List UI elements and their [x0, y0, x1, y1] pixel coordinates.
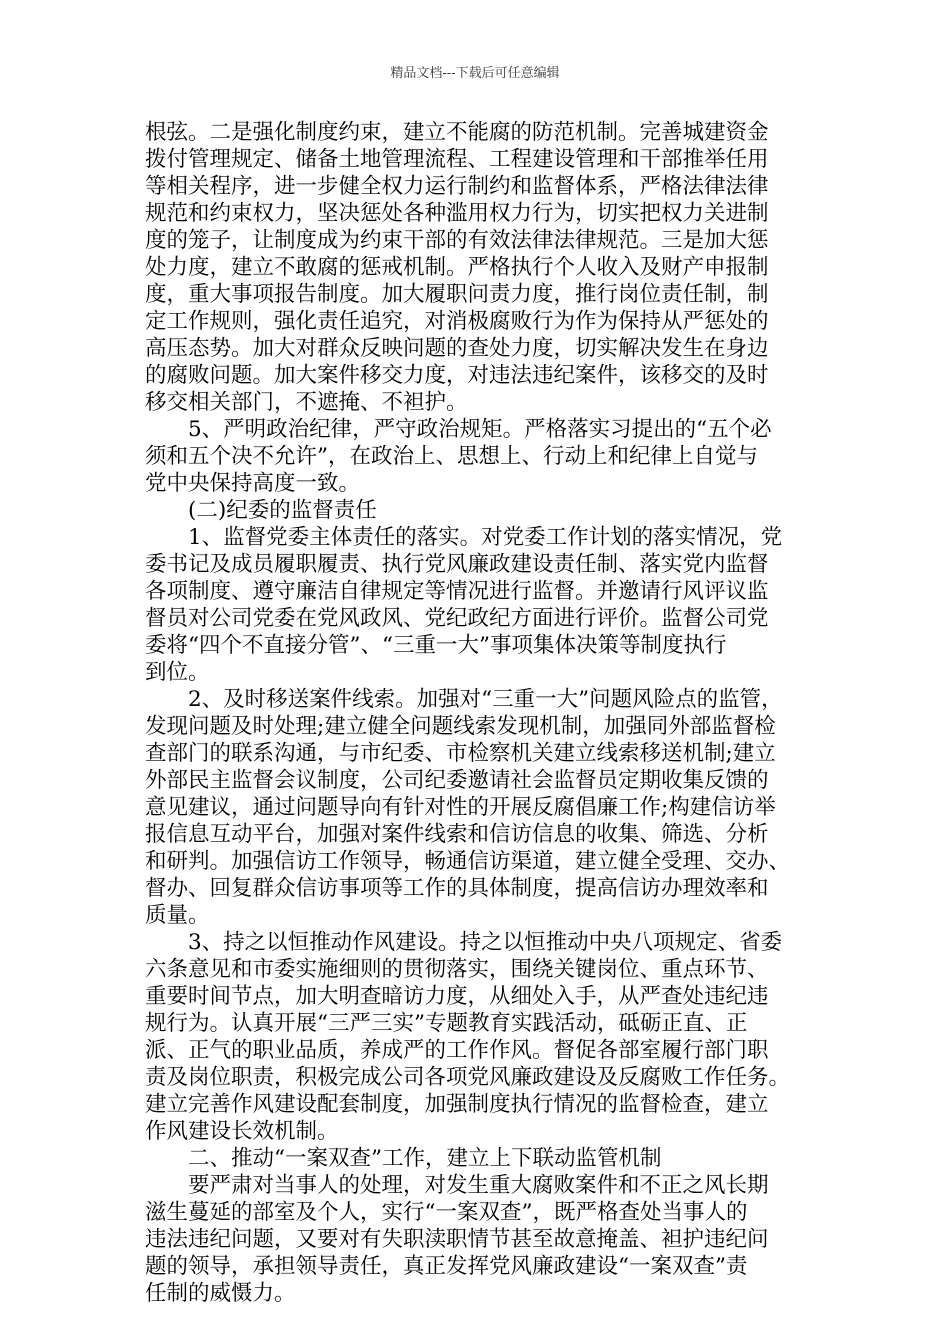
text-line: 滋生蔓延的部室及个人，实行“一案双查”，既严格查处当事人的	[145, 1200, 748, 1225]
text-line: 任制的威慑力。	[145, 1281, 296, 1306]
text-line: 度，重大事项报告制度。加大履职问责力度，推行岗位责任制，制	[145, 282, 769, 307]
text-line: 发现问题及时处理;建立健全问题线索发现机制，加强同外部监督检	[145, 714, 776, 739]
text-line: (二)纪委的监督责任	[145, 498, 377, 523]
text-line: 题的领导，承担领导责任，真正发挥党风廉政建设“一案双查”责	[145, 1254, 748, 1279]
text-line: 的腐败问题。加大案件移交力度，对违法违纪案件，该移交的及时	[145, 363, 769, 388]
text-line: 定工作规则，强化责任追究，对消极腐败行为作为保持从严惩处的	[145, 309, 769, 334]
text-line: 处力度，建立不敢腐的惩戒机制。严格执行个人收入及财产申报制	[145, 255, 769, 280]
text-line: 5、严明政治纪律，严守政治规矩。严格落实习提出的“五个必	[145, 417, 772, 442]
text-line: 3、持之以恒推动作风建设。持之以恒推动中央八项规定、省委	[145, 930, 783, 955]
text-line: 责及岗位职责，积极完成公司各项党风廉政建设及反腐败工作任务。	[145, 1065, 791, 1090]
text-line: 党中央保持高度一致。	[145, 471, 361, 496]
text-line: 违法违纪问题，又要对有失职渎职情节甚至故意掩盖、袒护违纪问	[145, 1227, 769, 1252]
text-line: 二、推动“一案双查”工作，建立上下联动监管机制	[145, 1146, 662, 1171]
text-line: 委书记及成员履职履责、执行党风廉政建设责任制、落实党内监督	[145, 552, 769, 577]
text-line: 根弦。二是强化制度约束，建立不能腐的防范机制。完善城建资金	[145, 120, 769, 145]
text-line: 督员对公司党委在党风政风、党纪政纪方面进行评价。监督公司党	[145, 606, 769, 631]
document-body	[145, 119, 817, 1307]
text-line: 各项制度、遵守廉洁自律规定等情况进行监督。并邀请行风评议监	[145, 579, 769, 604]
text-line: 等相关程序，进一步健全权力运行制约和监督体系，严格法律法律	[145, 174, 769, 199]
text-line: 高压态势。加大对群众反映问题的查处力度，切实解决发生在身边	[145, 336, 769, 361]
text-line: 要严肃对当事人的处理，对发生重大腐败案件和不正之风长期	[145, 1173, 769, 1198]
text-line: 拨付管理规定、储备土地管理流程、工程建设管理和干部推举任用	[145, 147, 769, 172]
text-line: 须和五个决不允许”，在政治上、思想上、行动上和纪律上自觉与	[145, 444, 758, 469]
text-line: 1、监督党委主体责任的落实。对党委工作计划的落实情况，党	[145, 525, 783, 550]
text-line: 重要时间节点，加大明查暗访力度，从细处入手，从严查处违纪违	[145, 984, 769, 1009]
text-line: 督办、回复群众信访事项等工作的具体制度，提高信访办理效率和	[145, 876, 769, 901]
page-header: 精品文档---下载后可任意编辑	[390, 66, 560, 81]
text-line: 派、正气的职业品质，养成严的工作作风。督促各部室履行部门职	[145, 1038, 769, 1063]
text-line: 六条意见和市委实施细则的贯彻落实，围绕关键岗位、重点环节、	[145, 957, 769, 982]
text-line: 外部民主监督会议制度，公司纪委邀请社会监督员定期收集反馈的	[145, 768, 769, 793]
text-line: 意见建议，通过问题导向有针对性的开展反腐倡廉工作;构建信访举	[145, 795, 776, 820]
text-line: 和研判。加强信访工作领导，畅通信访渠道，建立健全受理、交办、	[145, 849, 791, 874]
text-line: 建立完善作风建设配套制度，加强制度执行情况的监督检查，建立	[145, 1092, 769, 1117]
text-line: 规行为。认真开展“三严三实”专题教育实践活动，砥砺正直、正	[145, 1011, 748, 1036]
text-line: 质量。	[145, 903, 210, 928]
text-line: 查部门的联系沟通，与市纪委、市检察机关建立线索移送机制;建立	[145, 741, 776, 766]
text-line: 2、及时移送案件线索。加强对“三重一大”问题风险点的监管，	[145, 687, 783, 712]
text-line: 度的笼子，让制度成为约束干部的有效法律法律规范。三是加大惩	[145, 228, 769, 253]
text-line: 到位。	[145, 660, 210, 685]
text-line: 规范和约束权力，坚决惩处各种滥用权力行为，切实把权力关进制	[145, 201, 769, 226]
text-line: 移交相关部门，不遮掩、不袒护。	[145, 390, 468, 415]
text-line: 报信息互动平台，加强对案件线索和信访信息的收集、筛选、分析	[145, 822, 769, 847]
text-line: 作风建设长效机制。	[145, 1119, 339, 1144]
text-line: 委将“四个不直接分管”、“三重一大”事项集体决策等制度执行	[145, 633, 727, 658]
